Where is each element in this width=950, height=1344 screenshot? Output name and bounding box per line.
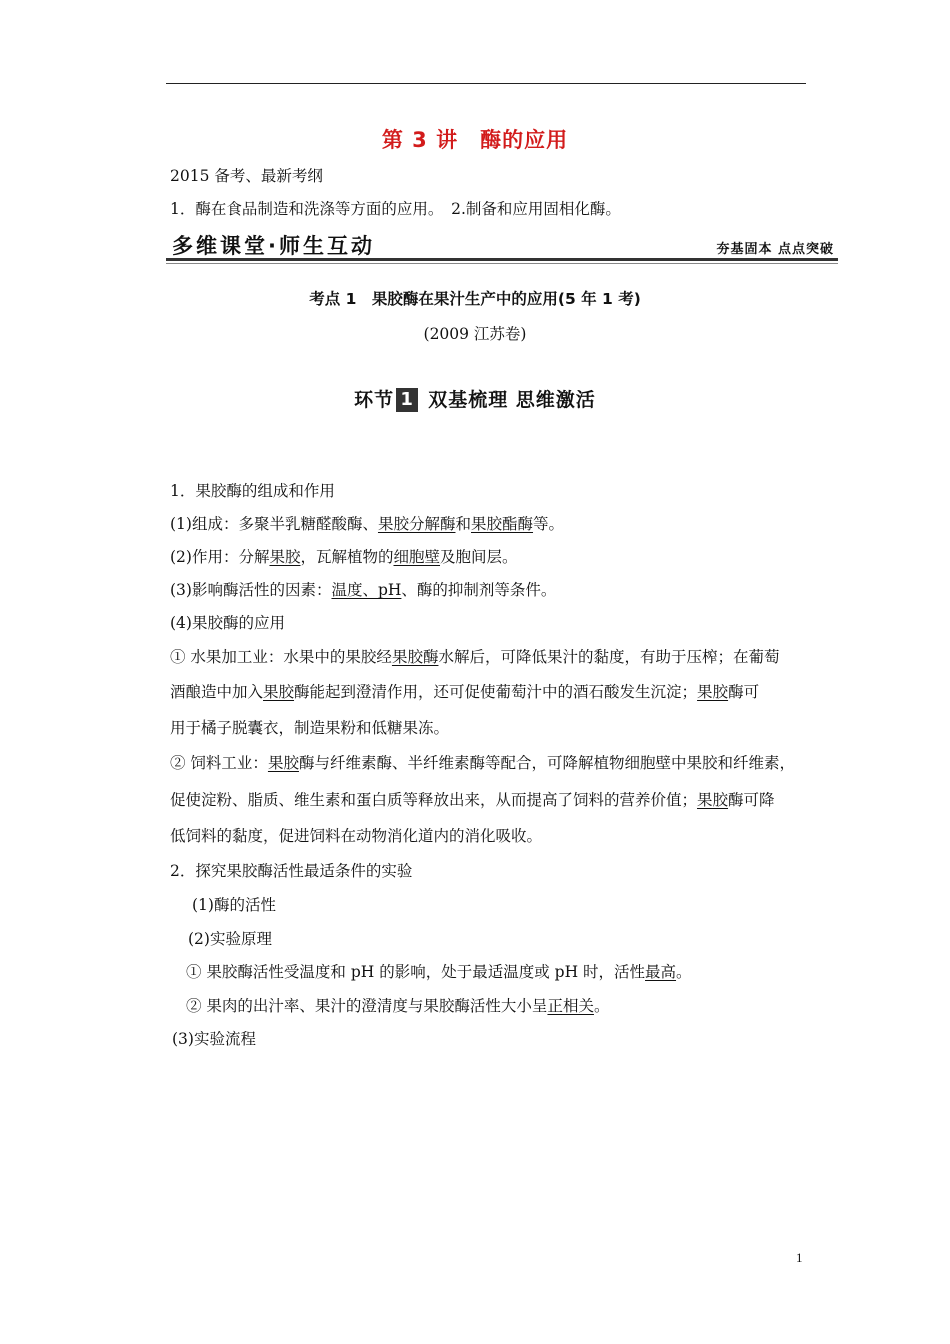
banner-rule-thick	[166, 258, 838, 261]
body-text: 等。	[533, 515, 565, 533]
answer-blank: 果胶分解酶	[377, 515, 456, 533]
kaogang-items: 1．酶在食品制造和洗涤等方面的应用。 2.制备和应用固相化酶。	[170, 200, 621, 218]
answer-blank: 果胶酯酶	[471, 515, 534, 533]
body-line	[170, 682, 759, 702]
body-line	[170, 647, 779, 667]
body-text: 2．探究果胶酶活性最适条件的实验	[170, 862, 413, 880]
body-line	[186, 996, 609, 1016]
kaodian-heading: 考点 1 果胶酶在果汁生产中的应用(5 年 1 考)	[309, 290, 641, 308]
body-line	[170, 514, 564, 534]
body-line	[170, 826, 542, 846]
huanjie-number-badge: 1	[396, 388, 418, 412]
answer-blank: 果胶	[697, 791, 729, 809]
body-line	[192, 895, 276, 915]
body-text: (1)组成：多聚半乳糖醛酸酶、	[170, 515, 378, 533]
banner-title: 多维课堂·师生互动	[172, 234, 375, 258]
answer-blank: 温度、pH	[331, 581, 402, 599]
body-text: ② 饲料工业：	[170, 754, 268, 772]
answer-blank: 果胶酶	[391, 648, 439, 666]
answer-blank: 果胶	[697, 683, 729, 701]
banner-subtitle: 夯基固本 点点突破	[716, 242, 834, 257]
body-text: 低饲料的黏度，促进饲料在动物消化道内的消化吸收。	[170, 827, 543, 845]
body-text: 酶与纤维素酶、半纤维素酶等配合，可降解植物细胞壁中果胶和纤维素，	[298, 754, 795, 772]
huanjie-heading	[0, 385, 950, 412]
body-text: ，瓦解植物的	[300, 548, 394, 566]
body-line	[170, 753, 795, 773]
body-line	[170, 481, 335, 501]
body-text: 酶可	[728, 683, 760, 701]
body-text: ② 果肉的出汁率、果汁的澄清度与果胶酶活性大小呈	[186, 997, 548, 1015]
body-text: ① 果胶酶活性受温度和 pH 的影响，处于最适温度或 pH 时，活性	[186, 963, 646, 981]
answer-blank: 细胞壁	[393, 548, 441, 566]
body-text: 及胞间层。	[440, 548, 518, 566]
body-text: 。	[676, 963, 692, 981]
body-text: 。	[593, 997, 610, 1015]
body-text: 促使淀粉、脂质、维生素和蛋白质等释放出来，从而提高了饲料的营养价值；	[170, 791, 698, 809]
body-text: 和	[455, 515, 471, 533]
body-line	[172, 1029, 256, 1049]
body-text: 1．果胶酶的组成和作用	[170, 482, 335, 500]
page-number: 1	[796, 1250, 803, 1265]
answer-blank: 果胶	[269, 548, 301, 566]
body-text: ① 水果加工业：水果中的果胶经	[170, 648, 392, 666]
exam-year: (2009 江苏卷)	[423, 325, 527, 343]
body-text: 酒酿造中加入	[170, 683, 264, 701]
page-title: 第 3 讲 酶的应用	[381, 128, 569, 152]
body-line	[170, 861, 412, 881]
answer-blank: 正相关	[547, 997, 594, 1015]
body-text: 酶能起到澄清作用，还可促使葡萄汁中的酒石酸发生沉淀；	[294, 683, 698, 701]
body-text: (4)果胶酶的应用	[170, 614, 285, 632]
body-text: (3)实验流程	[172, 1030, 256, 1048]
banner-rule-thin	[166, 263, 838, 264]
section-banner	[166, 228, 838, 264]
body-line	[170, 790, 775, 810]
kaogang-heading: 2015 备考、最新考纲	[170, 167, 323, 185]
body-text: (2)作用：分解	[170, 548, 270, 566]
header-rule	[166, 83, 806, 84]
body-line	[188, 929, 272, 949]
body-text: (3)影响酶活性的因素：	[170, 581, 332, 599]
huanjie-prefix: 环节	[354, 389, 395, 411]
huanjie-title: 双基梳理 思维激活	[428, 389, 596, 411]
answer-blank: 果胶	[263, 683, 295, 701]
body-line	[170, 718, 449, 738]
body-line	[186, 962, 692, 982]
body-text: 水解后，可降低果汁的黏度，有助于压榨；在葡萄	[438, 648, 780, 666]
answer-blank: 果胶	[267, 754, 299, 772]
body-line	[170, 613, 285, 633]
body-line	[170, 547, 518, 567]
body-text: (2)实验原理	[188, 930, 272, 948]
body-line	[170, 580, 556, 600]
body-text: 酶可降	[728, 791, 775, 809]
body-text: 、酶的抑制剂等条件。	[401, 581, 557, 599]
body-text: 用于橘子脱囊衣，制造果粉和低糖果冻。	[170, 719, 450, 737]
answer-blank: 最高	[645, 963, 677, 981]
body-text: (1)酶的活性	[192, 896, 276, 914]
